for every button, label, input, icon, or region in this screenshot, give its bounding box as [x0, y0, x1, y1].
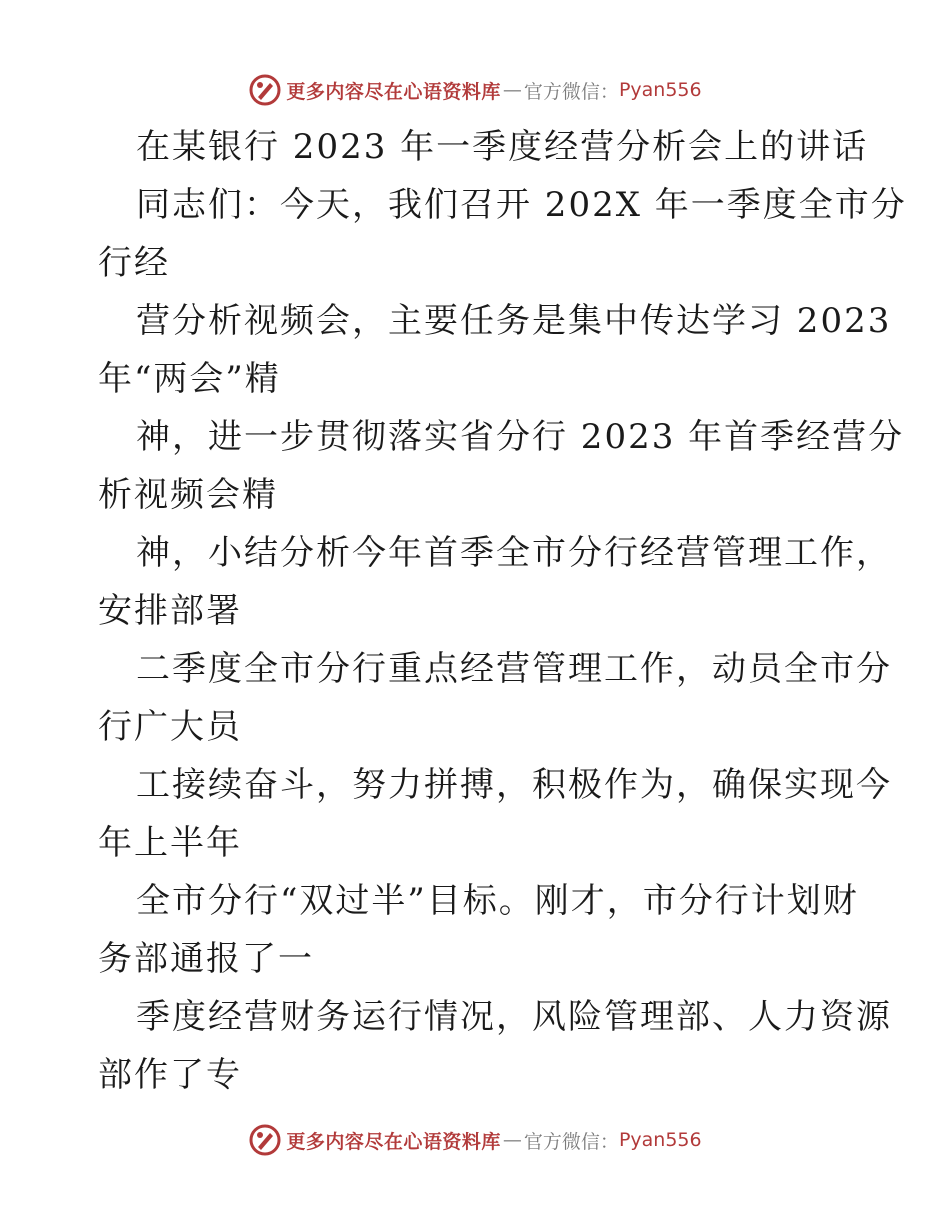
banner-dash: — [502, 1129, 522, 1151]
banner-wechat-label: 官方微信： [523, 1130, 619, 1153]
banner-dash: — [502, 79, 522, 101]
banner-wechat-label: 官方微信： [523, 80, 619, 103]
text-line: 工接续奋斗，努力拼搏，积极作为，确保实现今 [136, 765, 892, 805]
text-line: 安排部署 [98, 591, 242, 631]
footer-banner [0, 1120, 950, 1160]
text-line: 年“两会”精 [98, 359, 281, 399]
text-line: 二季度全市分行重点经营管理工作，动员全市分 [136, 649, 892, 689]
banner-wechat-id: Pyan556 [618, 1129, 702, 1151]
text-line: 营分析视频会，主要任务是集中传达学习 2023 [136, 301, 892, 341]
pen-logo-icon [248, 73, 282, 107]
header-banner [0, 70, 950, 110]
text-line: 行广大员 [98, 707, 242, 747]
text-line: 神，小结分析今年首季全市分行经营管理工作， [136, 533, 892, 573]
pen-logo-icon [248, 1123, 282, 1157]
text-line: 神，进一步贯彻落实省分行 2023 年首季经营分 [136, 417, 905, 457]
banner-title: 更多内容尽在心语资料库 [286, 80, 501, 103]
document-body [98, 118, 907, 1104]
text-line: 同志们：今天，我们召开 202X 年一季度全市分 [136, 185, 907, 225]
text-line: 全市分行“双过半”目标。刚才，市分行计划财 [136, 881, 859, 921]
text-line: 季度经营财务运行情况，风险管理部、人力资源 [136, 997, 892, 1037]
text-line: 析视频会精 [98, 475, 278, 515]
text-line: 务部通报了一 [98, 939, 314, 979]
document-title: 在某银行 2023 年一季度经营分析会上的讲话 [136, 127, 869, 167]
banner-title: 更多内容尽在心语资料库 [286, 1130, 501, 1153]
banner-wechat-id: Pyan556 [618, 79, 702, 101]
text-line: 年上半年 [98, 823, 242, 863]
text-line: 行经 [98, 243, 170, 283]
text-line: 部作了专 [98, 1055, 242, 1095]
